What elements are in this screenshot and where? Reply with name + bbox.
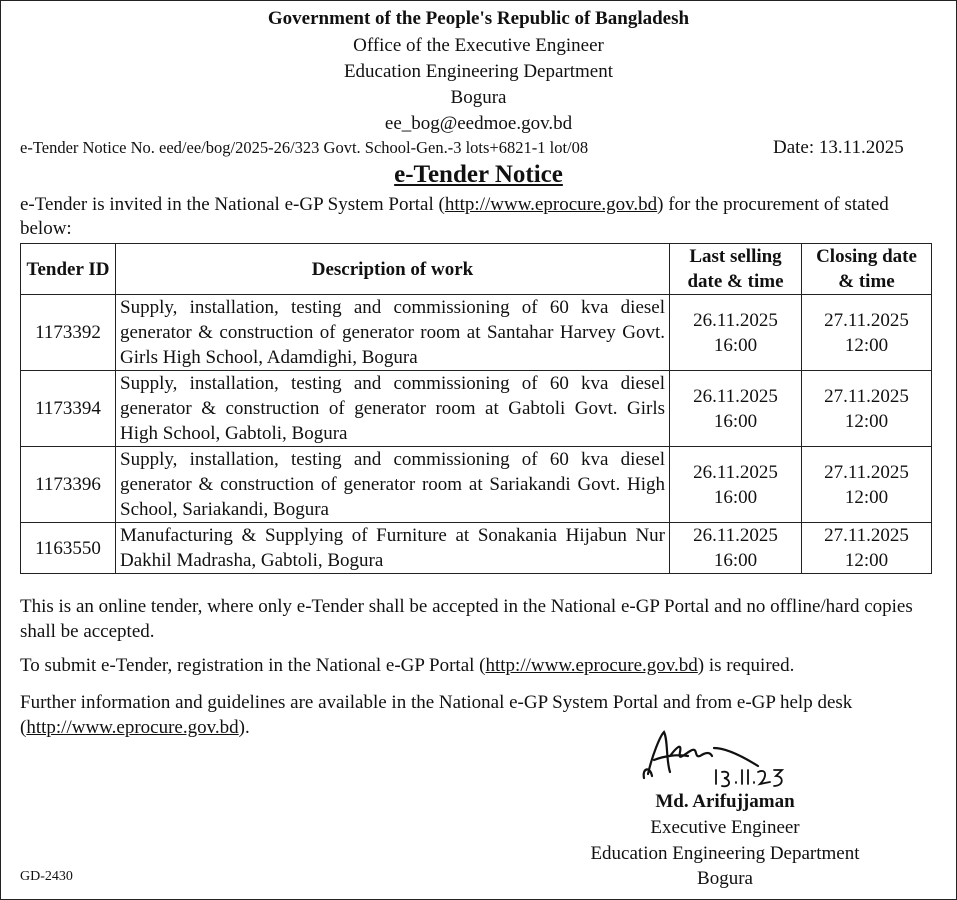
last-selling-cell [670,447,802,523]
intro-paragraph [20,193,935,241]
handwritten-signature [630,726,810,794]
tender-table [20,243,932,574]
further-info-text-before: Further information and guidelines are available in the National e-GP System Portal and from e-GP help desk ( [20,692,853,738]
last-selling-date: 26.11.2025 [693,385,778,407]
table-header-row [21,244,932,295]
closing-date: 27.11.2025 [824,525,909,546]
last-selling-date: 26.11.2025 [693,461,778,483]
last-selling-date: 26.11.2025 [693,309,778,331]
signatory-city: Bogura [697,868,753,889]
table-row [21,371,932,447]
further-info-text-after: ). [238,717,250,738]
last-selling-cell [670,295,802,371]
tender-id: 1173392 [21,295,116,371]
header-closing: Closing date & time [802,244,932,295]
notice-date: Date: 13.11.2025 [773,137,904,158]
signatory-designation: Executive Engineer [650,817,800,838]
header-description: Description of work [116,244,670,295]
closing-cell [802,371,932,447]
city-line: Bogura [450,87,507,108]
closing-time: 12:00 [844,550,889,571]
closing-cell [802,295,932,371]
closing-date: 27.11.2025 [824,461,909,483]
online-tender-paragraph: This is an online tender, where only e-Tender shall be accepted in the National e-GP Portal and no offline/hard copies shall be accepted. [20,596,913,642]
tender-id: 1173394 [21,371,116,447]
registration-text-before: To submit e-Tender, registration in the National e-GP Portal ( [20,655,486,676]
notice-title: e-Tender Notice [394,161,563,188]
last-selling-time: 16:00 [713,550,758,571]
work-description: Supply, installation, testing and commissioning of 60 kva diesel generator & construction of generator room at Santahar Harvey Govt. Girls High School, Adamdighi, Bogura [116,295,670,371]
registration-link[interactable]: http://www.eprocure.gov.bd [485,655,698,676]
header-tender-id: Tender ID [21,244,116,295]
closing-cell [802,523,932,574]
tender-id: 1163550 [21,523,116,574]
email-line: ee_bog@eedmoe.gov.bd [384,113,573,134]
table-row [21,523,932,574]
table-row [21,295,932,371]
intro-text-before: e-Tender is invited in the National e-GP System Portal ( [20,194,445,215]
closing-time: 12:00 [844,410,889,432]
work-description: Supply, installation, testing and commissioning of 60 kva diesel generator & construction of generator room at Sariakandi Govt. High School, Sariakandi, Bogura [116,447,670,523]
closing-date: 27.11.2025 [824,385,909,407]
notice-number: e-Tender Notice No. eed/ee/bog/2025-26/323 Govt. School-Gen.-3 lots+6821-1 lot/08 [20,138,589,157]
registration-paragraph [20,653,925,678]
last-selling-time: 16:00 [713,334,758,356]
intro-text-after: ) for the procurement of stated below: [20,194,889,239]
table-row [21,447,932,523]
gd-code: GD-2430 [20,869,73,884]
help-desk-link[interactable]: http://www.eprocure.gov.bd [26,717,239,738]
intro-link[interactable]: http://www.eprocure.gov.bd [444,194,658,215]
government-heading: Government of the People's Republic of Bangladesh [267,8,690,29]
closing-time: 12:00 [844,486,889,508]
tender-id: 1173396 [21,447,116,523]
work-description: Supply, installation, testing and commissioning of 60 kva diesel generator & construction of generator room at Gabtoli Govt. Girls High School, Gabtoli, Bogura [116,371,670,447]
signatory-department: Education Engineering Department [590,843,860,864]
closing-date: 27.11.2025 [824,309,909,331]
office-line: Office of the Executive Engineer [353,35,604,56]
last-selling-date: 26.11.2025 [693,525,778,546]
last-selling-cell [670,371,802,447]
closing-time: 12:00 [844,334,889,356]
header-last-selling: Last selling date & time [670,244,802,295]
work-description: Manufacturing & Supplying of Furniture at Sonakania Hijabun Nur Dakhil Madrasha, Gabtoli, Bogura [116,523,670,574]
signature-graphic [630,726,810,794]
signatory-name: Md. Arifujjaman [655,791,795,812]
last-selling-time: 16:00 [713,486,758,508]
closing-cell [802,447,932,523]
last-selling-time: 16:00 [713,410,758,432]
registration-text-after: ) is required. [697,655,795,676]
last-selling-cell [670,523,802,574]
department-line: Education Engineering Department [343,61,614,82]
